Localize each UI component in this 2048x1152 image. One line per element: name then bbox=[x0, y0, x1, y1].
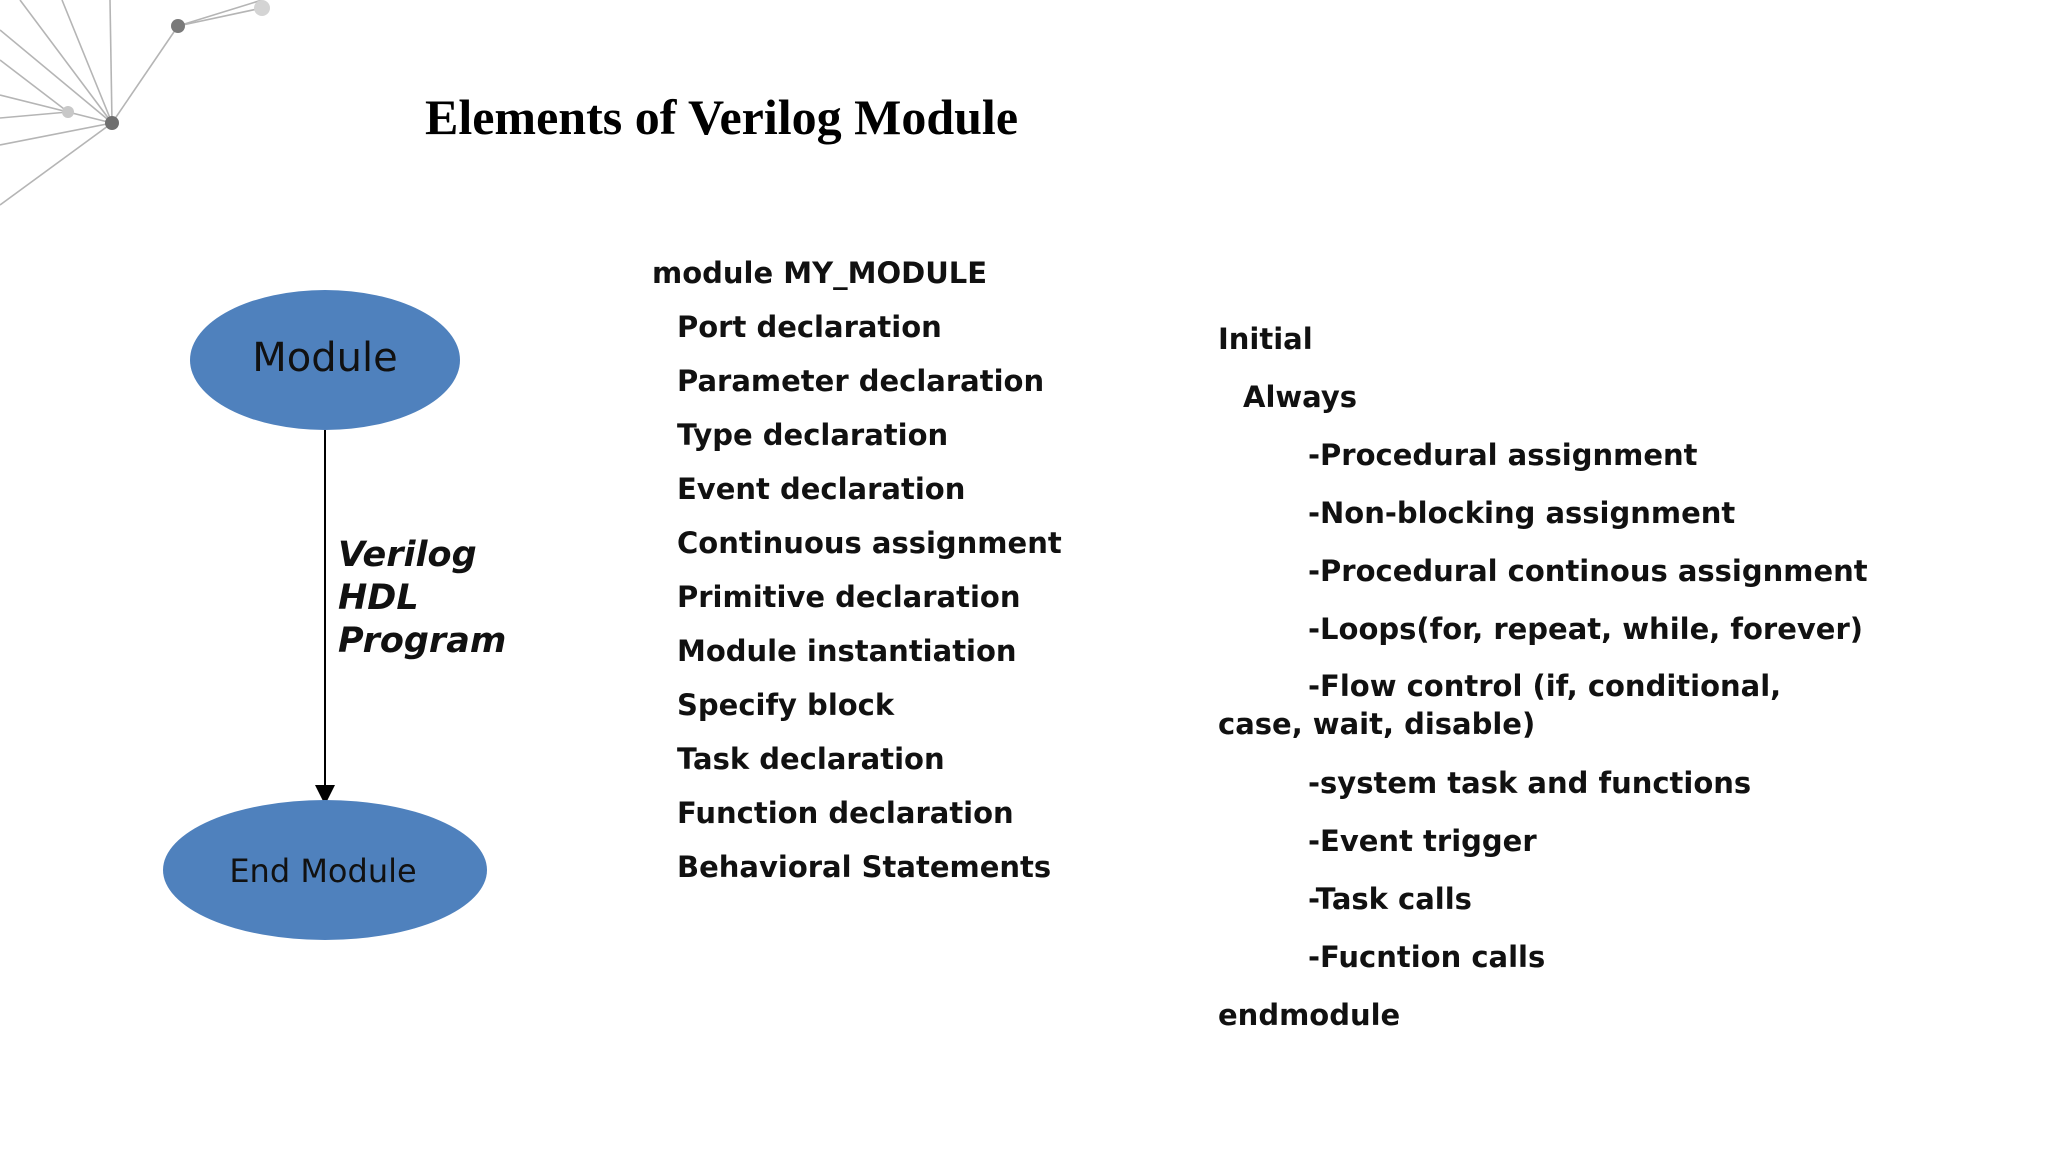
module-node-label: Module bbox=[252, 335, 398, 381]
arrow-label-line: Verilog bbox=[338, 535, 477, 575]
list-item: Behavioral Statements bbox=[677, 850, 1052, 884]
end-module-node-label: End Module bbox=[229, 852, 417, 890]
list-item: Task declaration bbox=[677, 742, 945, 776]
always-keyword: Always bbox=[1243, 380, 1358, 414]
arrow-label bbox=[338, 534, 506, 663]
list-item: -Non-blocking assignment bbox=[1308, 496, 1736, 530]
list-item: Primitive declaration bbox=[677, 580, 1021, 614]
list-item: -system task and functions bbox=[1308, 766, 1752, 800]
list-item: -Procedural continous assignment bbox=[1308, 554, 1868, 588]
list-item: Type declaration bbox=[677, 418, 949, 452]
flow-control-line: -Flow control (if, conditional, bbox=[1308, 669, 1782, 703]
list-item: Specify block bbox=[677, 688, 895, 722]
list-item: Port declaration bbox=[677, 310, 942, 344]
list-item: Module instantiation bbox=[677, 634, 1017, 668]
list-item: -Task calls bbox=[1308, 882, 1472, 916]
module-header: module MY_MODULE bbox=[652, 256, 988, 290]
endmodule-keyword: endmodule bbox=[1218, 998, 1401, 1032]
initial-keyword: Initial bbox=[1218, 322, 1313, 356]
list-item: -Event trigger bbox=[1308, 824, 1537, 858]
arrow-label-line: HDL bbox=[338, 578, 419, 618]
arrow-label-line: Program bbox=[338, 621, 507, 661]
list-item: Parameter declaration bbox=[677, 364, 1045, 398]
list-item: -Loops(for, repeat, while, forever) bbox=[1308, 612, 1864, 646]
flow-control-line: case, wait, disable) bbox=[1218, 707, 1536, 741]
slide-title: Elements of Verilog Module bbox=[425, 89, 1019, 145]
list-item: Event declaration bbox=[677, 472, 966, 506]
list-item: Continuous assignment bbox=[677, 526, 1062, 560]
list-item: -Fucntion calls bbox=[1308, 940, 1546, 974]
list-item: -Procedural assignment bbox=[1308, 438, 1698, 472]
behavioral-statements-list bbox=[1218, 319, 1868, 1053]
list-item: Function declaration bbox=[677, 796, 1014, 830]
module-contents-list bbox=[652, 253, 1062, 901]
module-flow-diagram bbox=[0, 0, 520, 960]
flow-control-item bbox=[1218, 667, 1868, 763]
